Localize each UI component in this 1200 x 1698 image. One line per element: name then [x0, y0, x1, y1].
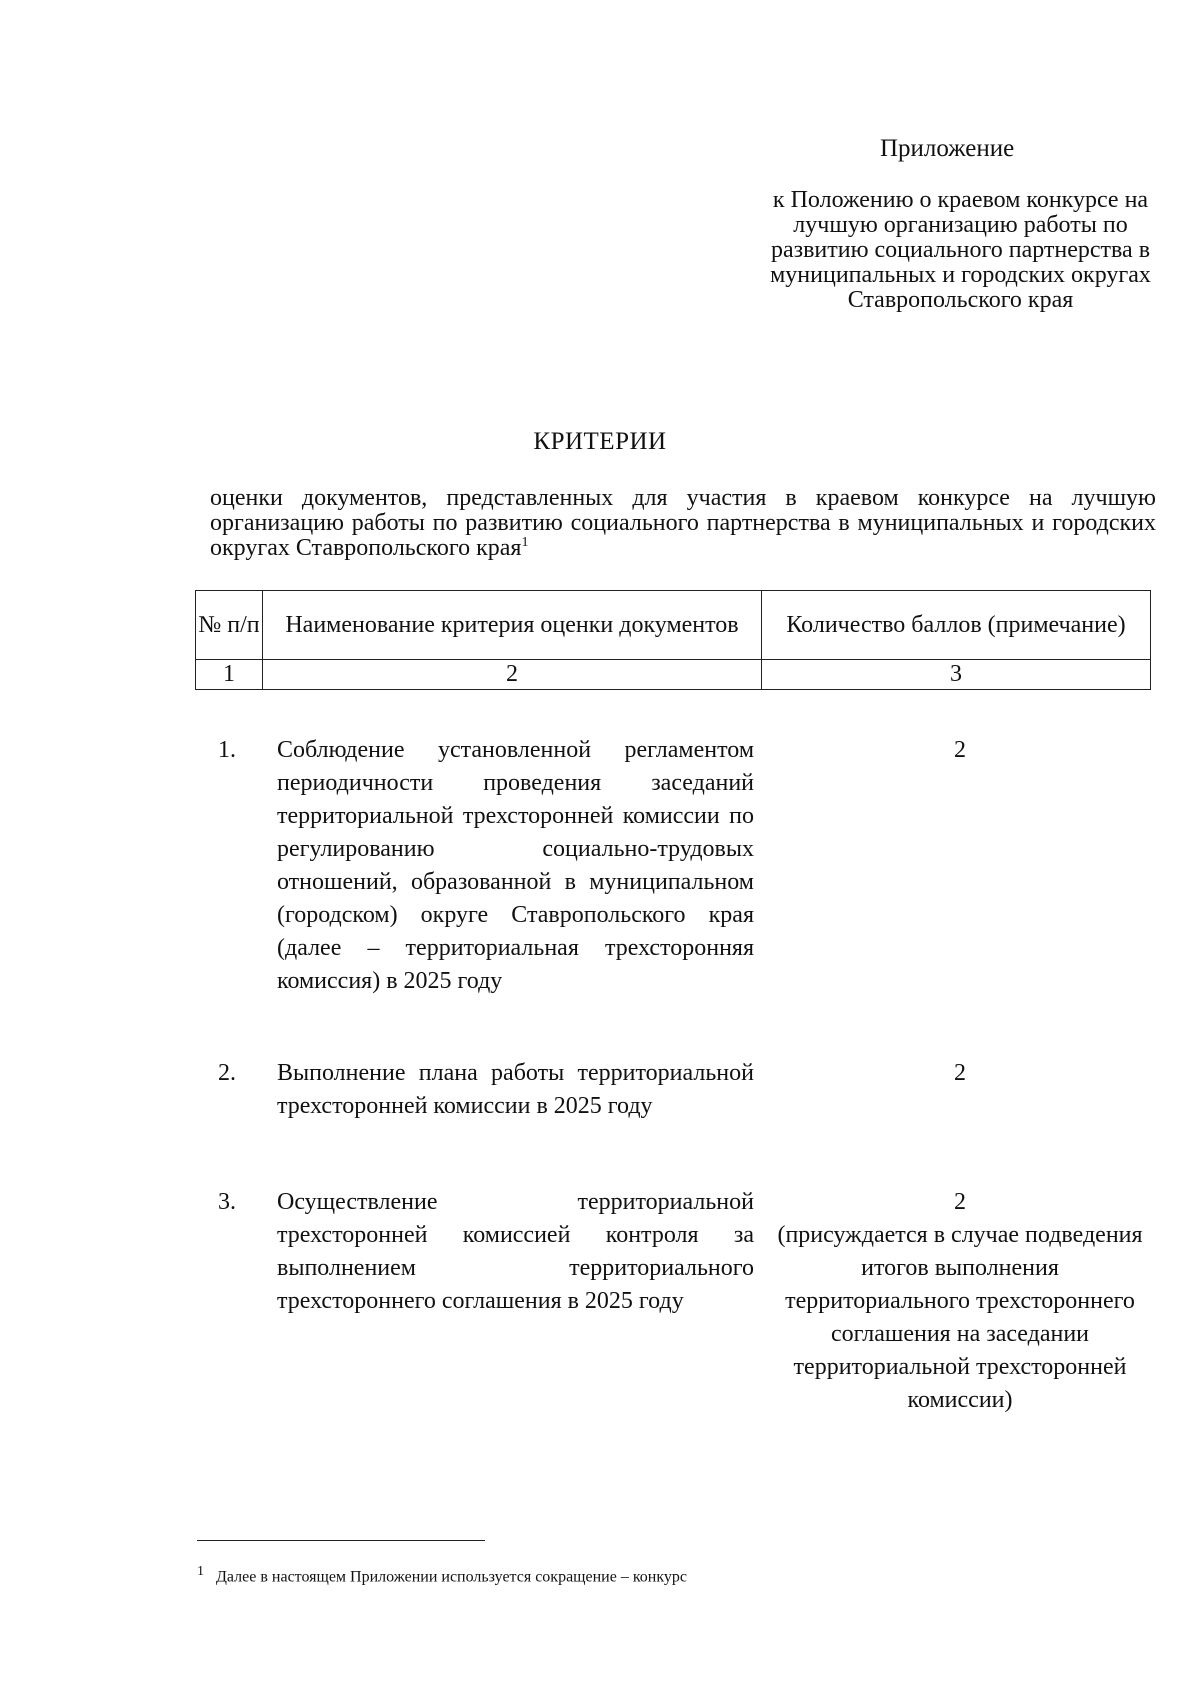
header-number: № п/п [196, 591, 263, 660]
criterion-text: Осуществление территориальной трехсторонней комиссией контроля за выполнением территориального трехстороннего соглашения в 2025 году [277, 1189, 754, 1314]
document-subtitle [210, 486, 1156, 561]
subtitle-text: оценки документов, представленных для участия в краевом конкурсе на лучшую организацию работы по развитию социального партнерства в муниципальных и городских округах Ставропольского края [210, 485, 1156, 561]
header-score: Количество баллов (примечание) [762, 591, 1151, 660]
criterion-score [770, 1057, 1150, 1090]
criterion-score-value: 2 [954, 1060, 966, 1086]
criterion-score [770, 1186, 1150, 1417]
criteria-table-header [195, 590, 1151, 690]
footnote-mark: 1 [197, 1564, 204, 1579]
footnote [197, 1562, 687, 1587]
subtitle-footnote-mark: 1 [521, 535, 529, 550]
criterion-text: Выполнение плана работы территориальной трехсторонней комиссии в 2025 году [277, 1060, 754, 1119]
criterion-text: Соблюдение установленной регламентом периодичности проведения заседаний территориальной трехсторонней комиссии по регулированию социально-трудовых отношений, образованной в муниципальном (городском) округе Ставропольского края (далее – территориальная трехсторонняя комиссия) в 2025 году [277, 737, 754, 994]
footnote-text: Далее в настоящем Приложении используется сокращение – конкурс [216, 1568, 687, 1586]
table-header-row [196, 591, 1151, 660]
table-column-numbers-row [196, 660, 1151, 690]
column-number-2: 2 [263, 660, 762, 690]
appendix-reference: к Положению о краевом конкурсе на лучшую организацию работы по развитию социального партнерства в муниципальных и городских округах Ставропольского края [770, 187, 1151, 313]
appendix-title: Приложение [880, 135, 1015, 162]
footnote-divider [197, 1540, 485, 1541]
criterion-score-value: 2 [954, 737, 966, 763]
criterion-number: 1. [218, 737, 236, 763]
document-title: КРИТЕРИИ [533, 428, 667, 455]
criterion-score-note: (присуждается в случае подведения итогов выполнения территориального трехстороннего соглашения на заседании территориальной трехсторонней комиссии) [777, 1222, 1143, 1413]
criterion-score-value: 2 [954, 1189, 966, 1215]
column-number-1: 1 [196, 660, 263, 690]
criterion-number: 3. [218, 1189, 236, 1215]
criterion-number: 2. [218, 1060, 236, 1086]
criterion-score [770, 734, 1150, 767]
header-criterion: Наименование критерия оценки документов [263, 591, 762, 660]
column-number-3: 3 [762, 660, 1151, 690]
